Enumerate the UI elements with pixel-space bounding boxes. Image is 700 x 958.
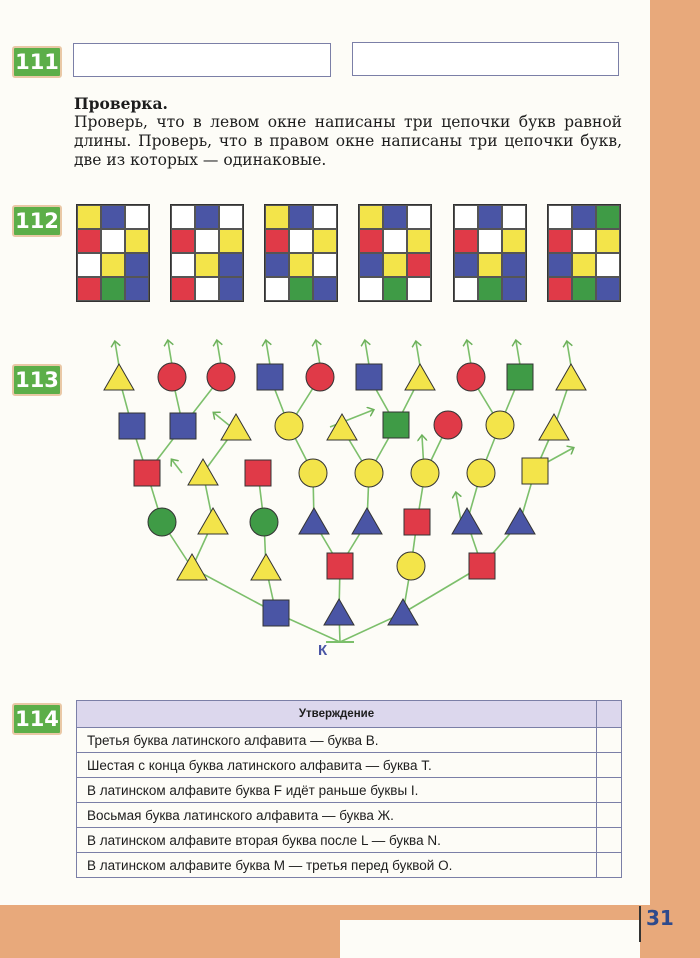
statement-row: В латинском алфавите буква M — третья перед буквой O. [77, 853, 597, 878]
shape-tree-diagram [0, 330, 640, 670]
task-111-badge: 111 [12, 46, 62, 78]
grid-cell [596, 205, 620, 229]
grid-cell [596, 253, 620, 277]
circle-shape [250, 508, 278, 536]
grid-cell [125, 205, 149, 229]
grid-cell [383, 253, 407, 277]
square-shape [383, 412, 409, 438]
circle-shape [467, 459, 495, 487]
grid-cell [407, 253, 431, 277]
triangle-shape [188, 459, 218, 485]
grid-cell [125, 277, 149, 301]
answer-cell[interactable] [597, 828, 622, 853]
grid-cell [289, 229, 313, 253]
circle-shape [158, 363, 186, 391]
grid-cell [265, 205, 289, 229]
grid-cell [77, 277, 101, 301]
tree-root-label: К [318, 642, 328, 659]
grid-cell [125, 253, 149, 277]
grid-cell [77, 229, 101, 253]
grid-cell [171, 253, 195, 277]
page-number-rule [639, 906, 641, 942]
page-edge [640, 0, 650, 480]
triangle-shape [221, 414, 251, 440]
grid-cell [219, 205, 243, 229]
grid-cell [572, 229, 596, 253]
grid-cell [219, 253, 243, 277]
square-shape [469, 553, 495, 579]
circle-shape [207, 363, 235, 391]
left-answer-window[interactable] [73, 43, 331, 77]
grid-cell [265, 277, 289, 301]
grid-cell [289, 253, 313, 277]
square-shape [245, 460, 271, 486]
statement-row: В латинском алфавите вторая буква после L — буква N. [77, 828, 597, 853]
grid-cell [454, 277, 478, 301]
color-grid [264, 204, 338, 302]
answer-cell[interactable] [597, 778, 622, 803]
right-answer-window[interactable] [352, 42, 619, 76]
color-grid [76, 204, 150, 302]
check-instructions: Проверь, что в левом окне написаны три цепочки букв равной длины. Проверь, что в правом окне написаны три цепочки букв, две из которых — одинаковые. [74, 113, 622, 169]
answer-cell[interactable] [597, 803, 622, 828]
grid-cell [289, 277, 313, 301]
grid-cell [101, 229, 125, 253]
square-shape [522, 458, 548, 484]
square-shape [257, 364, 283, 390]
triangle-shape [177, 554, 207, 580]
grid-cell [101, 253, 125, 277]
grid-cell [478, 253, 502, 277]
tree-branch [217, 341, 221, 365]
square-shape [327, 553, 353, 579]
grid-cell [454, 205, 478, 229]
grid-cell [383, 277, 407, 301]
color-grid [453, 204, 527, 302]
grid-cell [572, 277, 596, 301]
answer-cell[interactable] [597, 753, 622, 778]
grid-cell [289, 205, 313, 229]
grid-cell [478, 205, 502, 229]
tree-branch [365, 341, 369, 365]
tree-branch [467, 341, 471, 365]
tree-branches [115, 341, 573, 642]
triangle-shape [556, 364, 586, 390]
grid-cell [478, 277, 502, 301]
grid-cell [548, 229, 572, 253]
grid-cell [313, 253, 337, 277]
grid-cell [548, 205, 572, 229]
color-grid [358, 204, 432, 302]
tree-branch [168, 341, 172, 365]
grid-cell [265, 229, 289, 253]
tree-branch [416, 342, 420, 366]
grid-cell [454, 229, 478, 253]
tree-branch [115, 342, 119, 366]
grid-cell [572, 253, 596, 277]
grid-cell [313, 277, 337, 301]
grid-cell [454, 253, 478, 277]
circle-shape [306, 363, 334, 391]
page-number: 31 [646, 906, 674, 930]
circle-shape [275, 412, 303, 440]
grid-cell [195, 229, 219, 253]
grid-cell [195, 277, 219, 301]
grid-cell [383, 229, 407, 253]
grid-cell [383, 205, 407, 229]
statement-row: Шестая с конца буква латинского алфавита — буква T. [77, 753, 597, 778]
triangle-shape [324, 599, 354, 625]
grid-cell [478, 229, 502, 253]
tree-branch [214, 413, 230, 426]
grid-cell [171, 205, 195, 229]
circle-shape [397, 552, 425, 580]
square-shape [356, 364, 382, 390]
circle-shape [299, 459, 327, 487]
triangle-shape [352, 508, 382, 534]
task-112-badge: 112 [12, 205, 62, 237]
grid-cell [548, 277, 572, 301]
grid-cell [101, 205, 125, 229]
circle-shape [486, 411, 514, 439]
tree-branch [172, 460, 182, 473]
grid-cell [359, 277, 383, 301]
bottom-paper [340, 920, 640, 958]
grid-cell [548, 253, 572, 277]
tree-branch [567, 342, 571, 366]
triangle-shape [388, 599, 418, 625]
triangle-shape [539, 414, 569, 440]
grid-cell [265, 253, 289, 277]
triangle-shape [251, 554, 281, 580]
tree-nodes [104, 363, 586, 626]
circle-shape [411, 459, 439, 487]
tree-branch [456, 493, 461, 521]
circle-shape [434, 411, 462, 439]
color-grid [170, 204, 244, 302]
answer-column-header [597, 701, 622, 728]
square-shape [404, 509, 430, 535]
square-shape [134, 460, 160, 486]
task-111-text [74, 94, 622, 170]
grid-cell [407, 205, 431, 229]
grid-cell [125, 229, 149, 253]
circle-shape [148, 508, 176, 536]
tree-branch [266, 341, 270, 365]
grid-cell [596, 277, 620, 301]
grid-cell [171, 229, 195, 253]
statement-row: В латинском алфавите буква F идёт раньше буквы I. [77, 778, 597, 803]
statement-row: Третья буква латинского алфавита — буква B. [77, 728, 597, 753]
grid-cell [407, 277, 431, 301]
grid-cell [596, 229, 620, 253]
statement-row: Восьмая буква латинского алфавита — буква Ж. [77, 803, 597, 828]
grid-cell [502, 253, 526, 277]
grid-cell [219, 229, 243, 253]
answer-cell[interactable] [597, 853, 622, 878]
square-shape [263, 600, 289, 626]
grid-cell [171, 277, 195, 301]
grid-cell [101, 277, 125, 301]
grid-cell [359, 205, 383, 229]
square-shape [507, 364, 533, 390]
triangle-shape [452, 508, 482, 534]
grid-cell [407, 229, 431, 253]
triangle-shape [299, 508, 329, 534]
grid-cell [77, 253, 101, 277]
square-shape [170, 413, 196, 439]
grid-cell [313, 229, 337, 253]
grid-cell [195, 205, 219, 229]
circle-shape [355, 459, 383, 487]
grid-cell [359, 253, 383, 277]
grid-cell [313, 205, 337, 229]
triangle-shape [405, 364, 435, 390]
tree-branch [316, 341, 320, 365]
grid-cell [359, 229, 383, 253]
triangle-shape [505, 508, 535, 534]
answer-cell[interactable] [597, 728, 622, 753]
grid-cell [77, 205, 101, 229]
tree-branch [516, 341, 520, 365]
grid-cell [502, 229, 526, 253]
grid-cell [219, 277, 243, 301]
circle-shape [457, 363, 485, 391]
grid-cell [195, 253, 219, 277]
triangle-shape [198, 508, 228, 534]
triangle-shape [104, 364, 134, 390]
color-grid [547, 204, 621, 302]
grid-cell [572, 205, 596, 229]
grid-cell [502, 277, 526, 301]
statements-table [76, 700, 622, 878]
task-113-badge: 113 [12, 364, 62, 396]
statements-header: Утверждение [77, 701, 597, 728]
check-heading: Проверка. [74, 94, 168, 113]
task-114-badge: 114 [12, 703, 62, 735]
grid-cell [502, 205, 526, 229]
square-shape [119, 413, 145, 439]
